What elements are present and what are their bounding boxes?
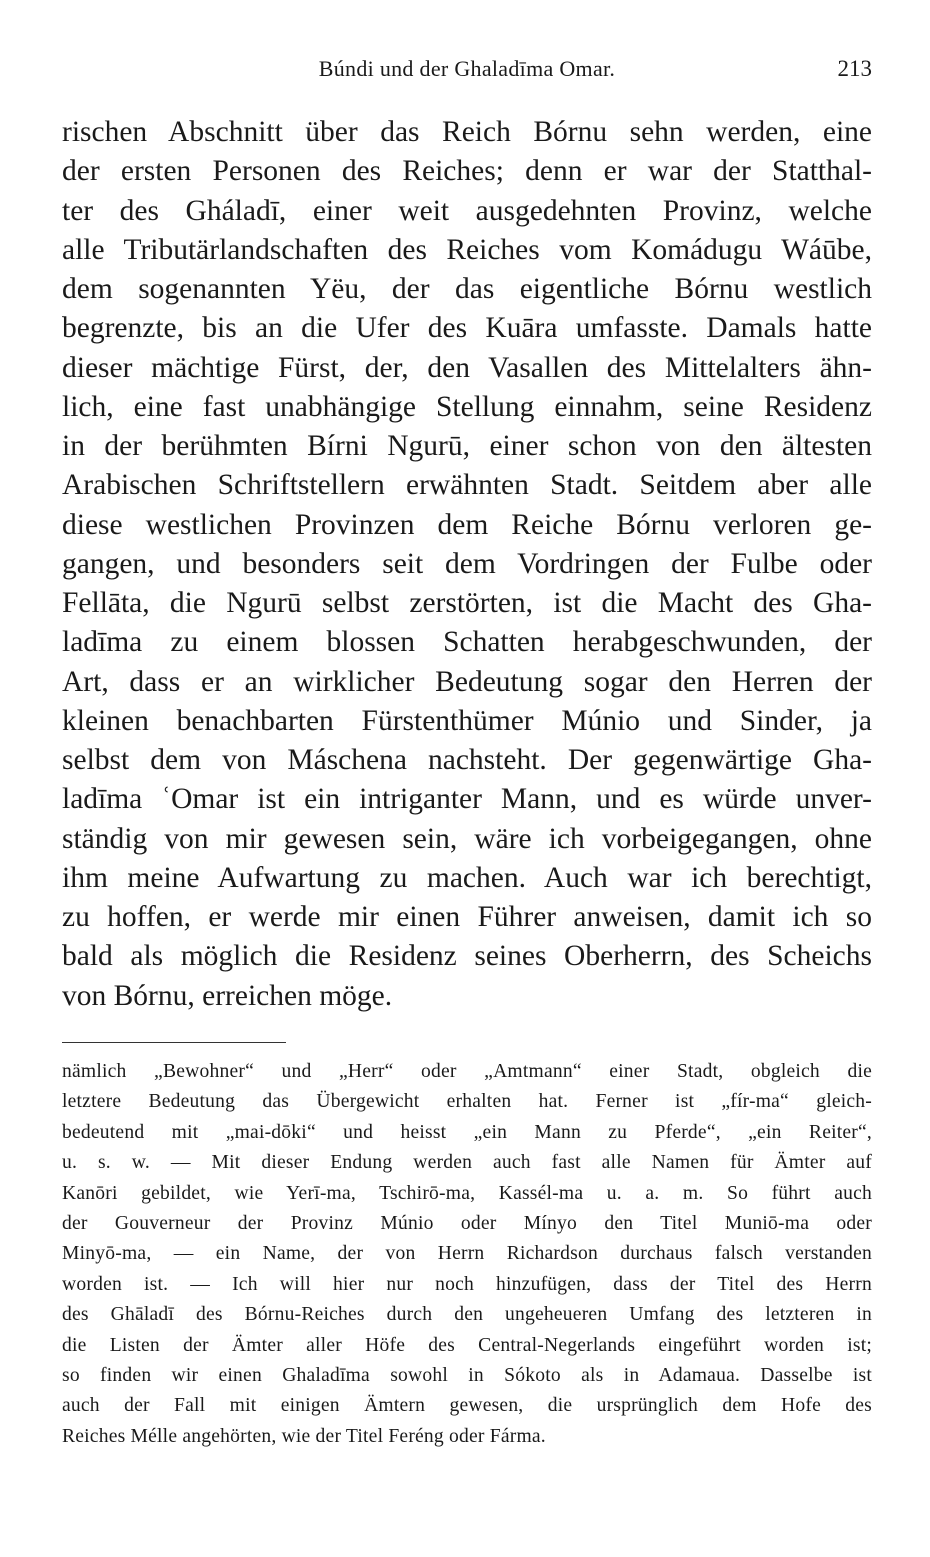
text-line: der ersten Personen des Reiches; denn er war der Statthal-	[62, 155, 872, 188]
footnote-line: nämlich „Bewohner“ und „Herr“ oder „Amtmann“ einer Stadt, obgleich die	[62, 1061, 872, 1082]
text-line: von Bórnu, erreichen möge.	[62, 979, 393, 1012]
footnote-line: u. s. w. — Mit dieser Endung werden auch fast alle Namen für Ämter auf	[62, 1152, 872, 1174]
footnote-separator	[62, 1042, 286, 1043]
text-line: ihm meine Aufwartung zu machen. Auch war ich berechtigt,	[62, 861, 872, 894]
footnote-line: der Gouverneur der Provinz Múnio oder Mínyo den Titel Muniō-ma oder	[62, 1212, 872, 1234]
text-line: kleinen benachbarten Fürstenthümer Múnio und Sinder, ja	[62, 704, 872, 737]
text-line: alle Tributärlandschaften des Reiches vom Komádugu Wáūbe,	[62, 233, 872, 266]
text-line: gangen, und besonders seit dem Vordringen der Fulbe oder	[62, 547, 872, 580]
text-line: lich, eine fast unabhängige Stellung einnahm, seine Residenz	[62, 390, 872, 423]
text-line: diese westlichen Provinzen dem Reiche Bórnu verloren ge-	[62, 508, 872, 541]
text-line: ladīma ʿOmar ist ein intriganter Mann, und es würde unver-	[62, 783, 872, 816]
footnote-line: bedeutend mit „mai-dōki“ und heisst „ein Mann zu Pferde“, „ein Reiter“,	[62, 1121, 872, 1143]
text-line: rischen Abschnitt über das Reich Bórnu sehn werden, eine	[62, 116, 872, 148]
text-line: dieser mächtige Fürst, der, den Vasallen des Mittelalters ähn-	[62, 351, 872, 384]
text-line: ladīma zu einem blossen Schatten herabgeschwunden, der	[62, 626, 872, 659]
text-line: Arabischen Schriftstellern erwähnten Stadt. Seitdem aber alle	[62, 469, 872, 502]
running-title: Búndi und der Ghaladīma Omar.	[318, 56, 616, 81]
text-line: selbst dem von Máschena nachsteht. Der gegenwärtige Gha-	[62, 744, 872, 776]
footnote-line: Reiches Mélle angehörten, wie der Titel Feréng oder Fárma.	[62, 1425, 546, 1447]
text-line: ter des Gháladī, einer weit ausgedehnten Provinz, welche	[62, 194, 872, 227]
page-number: 213	[837, 56, 872, 81]
text-line: ständig von mir gewesen sein, wäre ich vorbeigegangen, ohne	[62, 822, 872, 855]
text-line: zu hoffen, er werde mir einen Führer anweisen, damit ich so	[62, 901, 872, 933]
footnote-line: worden ist. — Ich will hier nur noch hinzufügen, dass der Titel des Herrn	[62, 1273, 872, 1295]
footnote-line: Kanōri gebildet, wie Yerī-ma, Tschirō-ma, Kassél-ma u. a. m. So führt auch	[62, 1182, 872, 1204]
footnote-line: des Ghāladī des Bórnu-Reiches durch den ungeheueren Umfang des letzteren in	[62, 1304, 872, 1326]
footnote	[62, 1057, 872, 1452]
running-head	[62, 56, 872, 90]
footnote-line: letztere Bedeutung das Übergewicht erhalten hat. Ferner ist „fír-ma“ gleich-	[62, 1091, 872, 1113]
text-line: Art, dass er an wirklicher Bedeutung sogar den Herren der	[62, 665, 872, 698]
text-line: begrenzte, bis an die Ufer des Kuāra umfasste. Damals hatte	[62, 312, 872, 345]
footnote-line: auch der Fall mit einigen Ämtern gewesen, die ursprünglich dem Hofe des	[62, 1395, 872, 1417]
footnote-line: so finden wir einen Ghaladīma sowohl in Sókoto als in Adamaua. Dasselbe ist	[62, 1364, 872, 1386]
text-line: bald als möglich die Residenz seines Oberherrn, des Scheichs	[62, 940, 872, 973]
main-text	[62, 113, 872, 1016]
footnote-line: Minyō-ma, — ein Name, der von Herrn Richardson durchaus falsch verstanden	[62, 1243, 872, 1265]
text-line: Fellāta, die Ngurū selbst zerstörten, ist die Macht des Gha-	[62, 587, 872, 619]
text-line: dem sogenannten Yëu, der das eigentliche Bórnu westlich	[62, 273, 872, 305]
footnote-line: die Listen der Ämter aller Höfe des Central-Negerlands eingeführt worden ist;	[62, 1334, 872, 1356]
text-line: in der berühmten Bírni Ngurū, einer schon von den ältesten	[62, 430, 872, 462]
